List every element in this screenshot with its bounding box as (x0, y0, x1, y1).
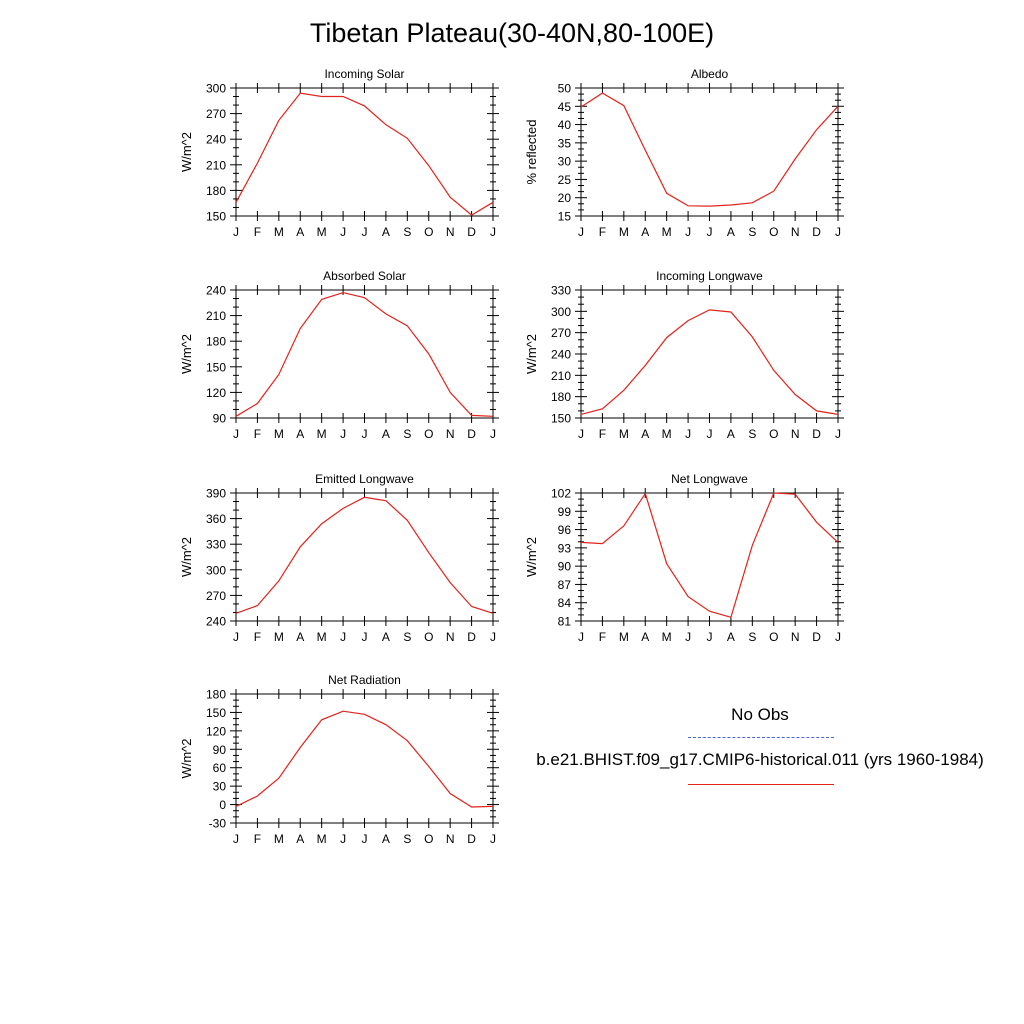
y-tick-label: -30 (208, 816, 226, 831)
y-tick-label: 240 (205, 614, 226, 629)
x-tick-label: N (790, 427, 800, 441)
series-line (236, 497, 493, 613)
panel-title: Incoming Solar (324, 67, 405, 81)
y-tick-label: 180 (550, 390, 571, 405)
x-tick-label: F (598, 630, 607, 644)
y-tick-label: 300 (205, 563, 226, 578)
x-tick-label: J (578, 427, 584, 441)
x-tick-label: D (467, 630, 476, 644)
y-tick-label: 180 (205, 183, 226, 198)
x-tick-label: S (748, 427, 757, 441)
x-tick-label: N (790, 225, 800, 239)
panel-title: Absorbed Solar (323, 269, 406, 283)
panel-title: Albedo (690, 67, 729, 81)
x-tick-label: S (403, 225, 412, 239)
x-tick-label: J (685, 225, 692, 239)
x-tick-label: O (769, 427, 779, 441)
x-tick-label: J (685, 427, 692, 441)
x-tick-label: A (726, 427, 735, 441)
x-tick-label: J (578, 630, 584, 644)
chart-panel (524, 67, 844, 239)
x-tick-label: N (445, 427, 455, 441)
y-axis-label: W/m^2 (179, 536, 194, 578)
x-tick-label: D (812, 225, 821, 239)
x-tick-label: J (835, 225, 841, 239)
x-tick-label: J (361, 427, 368, 441)
x-tick-label: S (403, 630, 412, 644)
y-tick-label: 390 (205, 486, 226, 501)
y-tick-label: 90 (557, 559, 571, 574)
x-tick-label: A (296, 427, 305, 441)
x-tick-label: A (641, 630, 650, 644)
x-tick-label: O (769, 225, 779, 239)
plot-frame (236, 493, 493, 621)
y-axis-label: W/m^2 (179, 333, 194, 375)
plot-frame (581, 88, 838, 216)
y-tick-label: 180 (205, 334, 226, 349)
x-tick-label: S (748, 630, 757, 644)
x-tick-label: J (361, 832, 368, 846)
y-tick-label: 270 (550, 326, 571, 341)
y-tick-label: 330 (550, 283, 571, 298)
x-tick-label: J (706, 225, 713, 239)
x-tick-label: F (253, 630, 262, 644)
x-tick-label: O (424, 832, 434, 846)
x-tick-label: M (316, 630, 327, 644)
x-tick-label: S (403, 427, 412, 441)
x-tick-label: J (361, 630, 368, 644)
series-line (236, 93, 493, 215)
y-axis-label: W/m^2 (179, 738, 194, 779)
plot-frame (236, 694, 493, 823)
plot-frame (236, 290, 493, 418)
legend-obs-line (688, 737, 834, 738)
x-tick-label: J (490, 832, 496, 846)
series-line (581, 310, 838, 415)
x-tick-label: A (381, 832, 390, 846)
y-axis-label: % reflected (524, 119, 539, 185)
x-tick-label: A (641, 427, 650, 441)
y-tick-label: 102 (550, 486, 571, 501)
legend-model-line (688, 784, 834, 785)
y-tick-label: 50 (557, 81, 571, 96)
x-tick-label: M (316, 225, 327, 239)
y-axis-label: W/m^2 (524, 536, 539, 578)
series-line (581, 93, 838, 206)
x-tick-label: D (812, 427, 821, 441)
y-tick-label: 210 (205, 158, 226, 173)
x-tick-label: O (424, 225, 434, 239)
x-tick-label: M (273, 225, 284, 239)
x-tick-label: J (578, 225, 584, 239)
x-tick-label: S (748, 225, 757, 239)
x-tick-label: J (835, 630, 841, 644)
y-tick-label: 15 (557, 209, 571, 224)
x-tick-label: A (726, 630, 735, 644)
x-tick-label: F (598, 225, 607, 239)
x-tick-label: J (490, 427, 496, 441)
plot-frame (581, 290, 838, 418)
x-tick-label: J (233, 832, 239, 846)
x-tick-label: N (445, 630, 455, 644)
x-tick-label: O (769, 630, 779, 644)
x-tick-label: J (361, 225, 368, 239)
y-tick-label: 150 (205, 209, 226, 224)
x-tick-label: J (340, 225, 347, 239)
y-tick-label: 60 (212, 761, 226, 776)
legend-obs-label: No Obs (731, 705, 789, 724)
x-tick-label: J (706, 427, 713, 441)
x-tick-label: A (641, 225, 650, 239)
legend-model-label: b.e21.BHIST.f09_g17.CMIP6-historical.011 (yrs 1960-1984) (536, 750, 984, 769)
y-tick-label: 240 (205, 283, 226, 298)
y-axis-label: W/m^2 (179, 131, 194, 173)
x-tick-label: M (661, 225, 672, 239)
y-tick-label: 25 (557, 172, 571, 187)
x-tick-label: D (467, 427, 476, 441)
x-tick-label: O (424, 630, 434, 644)
x-tick-label: S (403, 832, 412, 846)
chart-panel (524, 472, 844, 644)
x-tick-label: M (661, 630, 672, 644)
x-tick-label: N (445, 832, 455, 846)
panel-title: Emitted Longwave (315, 472, 414, 486)
y-tick-label: 150 (205, 705, 226, 720)
x-tick-label: M (273, 630, 284, 644)
y-tick-label: 84 (557, 596, 571, 611)
x-tick-label: N (445, 225, 455, 239)
y-tick-label: 96 (557, 523, 571, 538)
chart-panel (179, 269, 499, 441)
x-tick-label: J (233, 427, 239, 441)
x-tick-label: A (381, 225, 390, 239)
y-tick-label: 90 (212, 411, 226, 426)
y-tick-label: 99 (557, 504, 571, 519)
y-tick-label: 150 (205, 360, 226, 375)
y-tick-label: 93 (557, 541, 571, 556)
y-tick-label: 300 (205, 81, 226, 96)
x-tick-label: M (316, 832, 327, 846)
plot-frame (236, 88, 493, 216)
y-tick-label: 150 (550, 411, 571, 426)
panel-title: Incoming Longwave (656, 269, 763, 283)
x-tick-label: M (316, 427, 327, 441)
chart-panel (179, 472, 499, 644)
x-tick-label: J (490, 225, 496, 239)
x-tick-label: F (253, 427, 262, 441)
panel-title: Net Longwave (671, 472, 748, 486)
x-tick-label: D (467, 832, 476, 846)
y-tick-label: 90 (212, 742, 226, 757)
chart-panel (524, 269, 844, 441)
y-tick-label: 360 (205, 512, 226, 527)
x-tick-label: F (253, 225, 262, 239)
y-tick-label: 240 (550, 347, 571, 362)
y-tick-label: 120 (205, 724, 226, 739)
x-tick-label: J (685, 630, 692, 644)
x-tick-label: J (340, 832, 347, 846)
y-tick-label: 30 (557, 154, 571, 169)
x-tick-label: A (296, 225, 305, 239)
x-tick-label: J (340, 427, 347, 441)
x-tick-label: M (618, 630, 629, 644)
y-axis-label: W/m^2 (524, 333, 539, 375)
y-tick-label: 81 (557, 614, 571, 629)
series-line (236, 293, 493, 417)
y-tick-label: 40 (557, 118, 571, 133)
y-tick-label: 210 (205, 309, 226, 324)
y-tick-label: 330 (205, 537, 226, 552)
y-tick-label: 20 (557, 191, 571, 206)
x-tick-label: A (726, 225, 735, 239)
x-tick-label: F (253, 832, 262, 846)
y-tick-label: 45 (557, 99, 571, 114)
x-tick-label: M (618, 427, 629, 441)
y-tick-label: 120 (205, 385, 226, 400)
x-tick-label: A (381, 630, 390, 644)
x-tick-label: J (490, 630, 496, 644)
series-line (581, 493, 838, 617)
x-tick-label: F (598, 427, 607, 441)
x-tick-label: D (467, 225, 476, 239)
y-tick-label: 270 (205, 588, 226, 603)
x-tick-label: M (273, 832, 284, 846)
y-tick-label: 210 (550, 368, 571, 383)
chart-main-title: Tibetan Plateau(30-40N,80-100E) (309, 18, 715, 48)
y-tick-label: 240 (205, 132, 226, 147)
series-line (236, 711, 493, 807)
x-tick-label: J (233, 630, 239, 644)
x-tick-label: O (424, 427, 434, 441)
y-tick-label: 180 (205, 687, 226, 702)
y-tick-label: 270 (205, 107, 226, 122)
panel-title: Net Radiation (328, 673, 401, 687)
y-tick-label: 30 (212, 779, 226, 794)
x-tick-label: N (790, 630, 800, 644)
x-tick-label: A (296, 630, 305, 644)
x-tick-label: J (340, 630, 347, 644)
x-tick-label: M (273, 427, 284, 441)
plot-frame (581, 493, 838, 621)
y-tick-label: 0 (219, 798, 226, 813)
y-tick-label: 300 (550, 304, 571, 319)
chart-panel (179, 67, 499, 239)
chart-panel (179, 673, 499, 846)
y-tick-label: 87 (557, 577, 571, 592)
x-tick-label: J (233, 225, 239, 239)
x-tick-label: J (706, 630, 713, 644)
y-tick-label: 35 (557, 136, 571, 151)
x-tick-label: M (661, 427, 672, 441)
x-tick-label: M (618, 225, 629, 239)
x-tick-label: D (812, 630, 821, 644)
x-tick-label: A (381, 427, 390, 441)
x-tick-label: J (835, 427, 841, 441)
x-tick-label: A (296, 832, 305, 846)
